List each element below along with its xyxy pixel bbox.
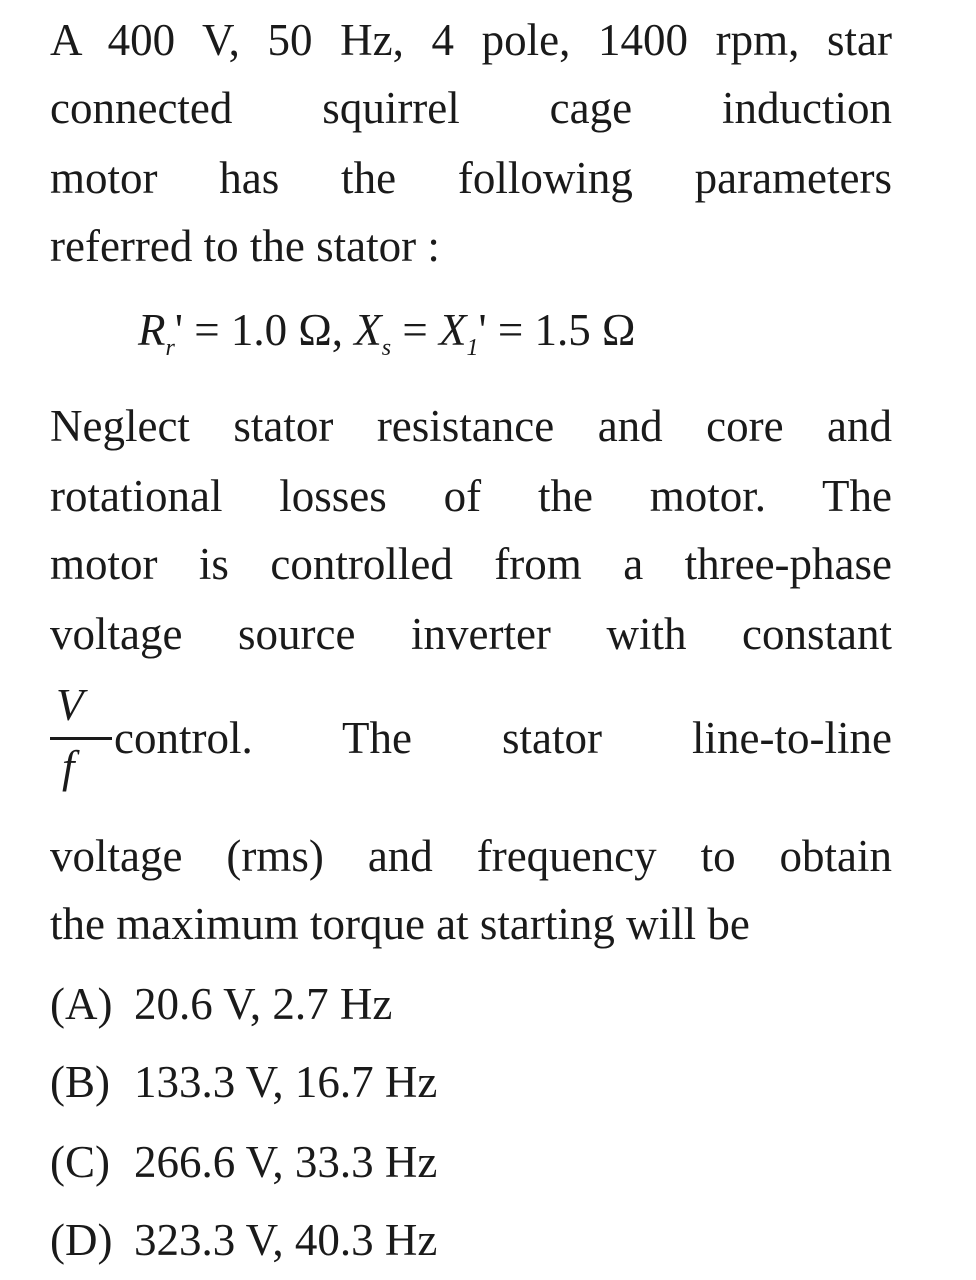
option-b[interactable] [50,1052,437,1112]
fraction-numerator: V [56,680,84,730]
question-line-10: voltage (rms) and frequency to obtain [50,831,892,881]
reactance-value: ' = 1.5 Ω [478,305,636,355]
question-line-11: the maximum torque at starting will be [50,899,750,949]
option-c-text: 266.6 V, 33.3 Hz [134,1137,438,1187]
rotor-resistance-symbol: R [138,305,166,355]
question-line-2: connected squirrel cage induction [50,83,892,133]
stator-reactance-symbol: X [354,305,382,355]
option-d[interactable] [50,1210,437,1270]
question-line-7: motor is controlled from a three-phase [50,539,892,589]
option-a[interactable] [50,974,392,1034]
option-b-text: 133.3 V, 16.7 Hz [134,1057,438,1107]
question-line-3: motor has the following parameters [50,153,892,203]
question-line-4: referred to the stator : [50,221,440,271]
option-a-text: 20.6 V, 2.7 Hz [134,979,393,1029]
rotor-resistance-value: ' = 1.0 Ω, [174,305,355,355]
question-line-6: rotational losses of the motor. The [50,471,892,521]
parameter-equation [138,300,635,360]
option-d-text: 323.3 V, 40.3 Hz [134,1215,438,1265]
question-line-9: control. The stator line-to-line [114,713,892,763]
option-b-label: (B) [50,1057,110,1107]
rotor-reactance-symbol: X [439,305,467,355]
equals-sign: = [391,305,440,355]
option-c-label: (C) [50,1137,110,1187]
v-over-f-fraction [50,680,114,800]
question-line-8: voltage source inverter with constant [50,609,892,659]
question-line-1: A 400 V, 50 Hz, 4 pole, 1400 rpm, star [50,15,892,65]
option-d-label: (D) [50,1215,113,1265]
option-c[interactable] [50,1132,437,1192]
fraction-denominator: f [62,742,75,792]
question-line-5: Neglect stator resistance and core and [50,401,892,451]
option-a-label: (A) [50,979,113,1029]
rotor-reactance-subscript: 1 [466,335,479,361]
fraction-bar [50,737,112,740]
stator-reactance-subscript: s [381,335,392,361]
rotor-resistance-subscript: r [165,335,175,361]
